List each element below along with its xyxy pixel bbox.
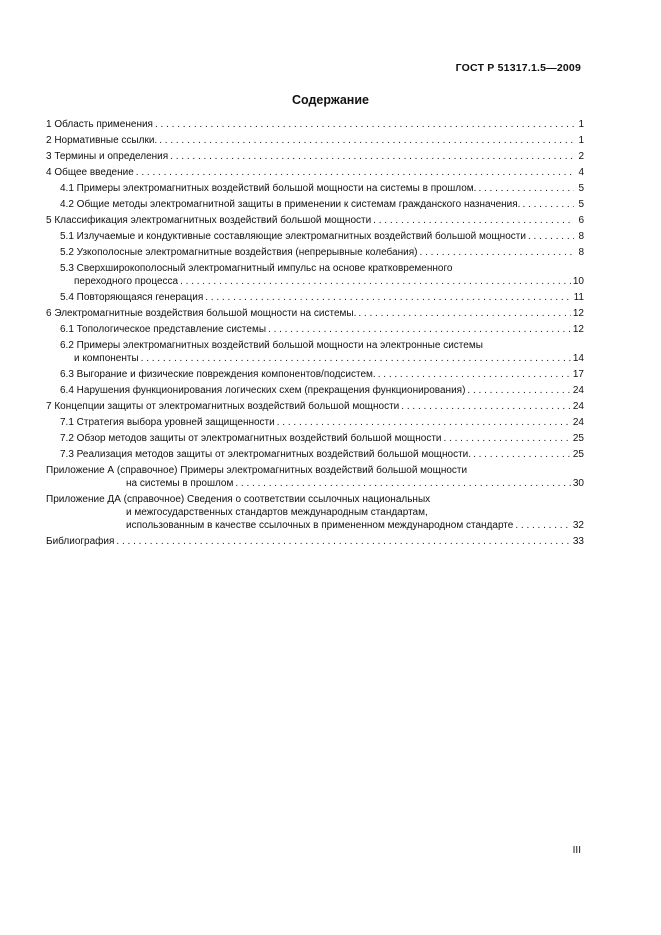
document-code: ГОСТ Р 51317.1.5—2009 <box>455 62 581 74</box>
toc-page-number: 4 <box>578 167 584 178</box>
toc-page-number: 33 <box>572 536 584 547</box>
toc-page-number: 12 <box>572 308 584 319</box>
toc-entry[interactable] <box>60 339 584 365</box>
toc-entry[interactable] <box>46 118 584 131</box>
toc-entry[interactable] <box>60 246 584 259</box>
toc-entry-text: 7.1 Стратегия выбора уровней защищенности <box>60 417 275 428</box>
toc-page-number: 25 <box>572 449 584 460</box>
toc-entry-text: 6.3 Выгорание и физические повреждения компонентов/подсистем. <box>60 369 376 380</box>
toc-entry-text: и межгосударственных стандартов международным стандартам, <box>126 507 428 518</box>
toc-page-number: 24 <box>572 417 584 428</box>
toc-entry[interactable] <box>46 166 584 179</box>
dot-leader <box>401 400 571 413</box>
dot-leader <box>136 166 574 179</box>
toc-page-number: 10 <box>572 276 584 287</box>
toc-entry-text: использованным в качестве ссылочных в примененном международном стандарте <box>126 520 514 531</box>
toc-entry[interactable] <box>60 198 584 211</box>
toc-page-number: 8 <box>578 231 584 242</box>
dot-leader <box>419 246 574 259</box>
toc-page-number: 5 <box>578 199 584 210</box>
toc-entry-text: 6.1 Топологическое представление системы <box>60 324 267 335</box>
dot-leader <box>159 134 574 147</box>
toc-entry[interactable] <box>46 214 584 227</box>
toc-entry[interactable] <box>46 535 584 548</box>
dot-leader <box>205 291 571 304</box>
toc-entry-text: 4.2 Общие методы электромагнитной защиты в применении к системам гражданского назначения. <box>60 199 521 210</box>
toc-entry[interactable] <box>46 150 584 163</box>
toc-page-number: 14 <box>572 353 584 364</box>
toc-entry[interactable] <box>60 230 584 243</box>
toc-entry-text: 6.4 Нарушения функционирования логических схем (прекращения функционирования) <box>60 385 466 396</box>
dot-leader <box>116 535 570 548</box>
toc-page-number: 1 <box>578 135 584 146</box>
toc-entry-text: 4.1 Примеры электромагнитных воздействий большой мощности на системы в прошлом. <box>60 183 477 194</box>
dot-leader <box>522 198 574 211</box>
toc-page-number: 2 <box>578 151 584 162</box>
toc-entry-text: 5 Классификация электромагнитных воздействий большой мощности <box>46 215 372 226</box>
dot-leader <box>515 519 571 532</box>
toc-entry-text: 6.2 Примеры электромагнитных воздействий большой мощности на электронные системы <box>60 340 483 351</box>
toc-page-number: 8 <box>578 247 584 258</box>
dot-leader <box>141 352 571 365</box>
toc-entry-text: 5.4 Повторяющаяся генерация <box>60 292 204 303</box>
toc-entry[interactable] <box>60 384 584 397</box>
dot-leader <box>467 384 570 397</box>
dot-leader <box>444 432 571 445</box>
toc-page-number: 25 <box>572 433 584 444</box>
toc-entry[interactable] <box>46 493 584 532</box>
toc-entry-text: 5.2 Узкополосные электромагнитные воздействия (непрерывные колебания) <box>60 247 418 258</box>
dot-leader <box>170 150 574 163</box>
dot-leader <box>268 323 571 336</box>
toc-entry-text: на системы в прошлом <box>126 478 234 489</box>
toc-entry[interactable] <box>60 416 584 429</box>
toc-entry-text: 3 Термины и определения <box>46 151 169 162</box>
toc-entry-text: Библиография <box>46 536 115 547</box>
dot-leader <box>473 448 571 461</box>
toc-entry-text: 7 Концепции защиты от электромагнитных воздействий большой мощности <box>46 401 400 412</box>
toc-entry-text: Приложение А (справочное) Примеры электромагнитных воздействий большой мощности <box>46 465 468 476</box>
toc-page-number: 17 <box>572 369 584 380</box>
toc-page-number: 30 <box>572 478 584 489</box>
toc-entry-text: переходного процесса <box>74 276 179 287</box>
dot-leader <box>235 477 571 490</box>
dot-leader <box>277 416 571 429</box>
toc-entry[interactable] <box>60 323 584 336</box>
toc-page-number: 1 <box>578 119 584 130</box>
toc-entry-text: 5.3 Сверхширокополосный электромагнитный импульс на основе кратковременного <box>60 263 453 274</box>
dot-leader <box>528 230 574 243</box>
page-title: Содержание <box>291 93 369 107</box>
toc-entry-text: 2 Нормативные ссылки. <box>46 135 158 146</box>
table-of-contents <box>46 118 584 551</box>
toc-entry-text: 7.2 Обзор методов защиты от электромагнитных воздействий большой мощности <box>60 433 442 444</box>
toc-page-number: 5 <box>578 183 584 194</box>
dot-leader <box>180 275 571 288</box>
dot-leader <box>358 307 571 320</box>
toc-page-number: 24 <box>572 385 584 396</box>
toc-page-number: 32 <box>572 520 584 531</box>
toc-entry-text: 1 Область применения <box>46 119 153 130</box>
toc-entry[interactable] <box>60 432 584 445</box>
toc-entry[interactable] <box>60 368 584 381</box>
toc-page-number: 24 <box>572 401 584 412</box>
toc-entry[interactable] <box>60 182 584 195</box>
toc-entry-text: 5.1 Излучаемые и кондуктивные составляющие электромагнитных воздействий большой мощности <box>60 231 526 242</box>
toc-entry-text: 4 Общее введение <box>46 167 134 178</box>
toc-entry-text: и компоненты <box>74 353 139 364</box>
toc-entry-text: Приложение ДА (справочное) Сведения о соответствии ссылочных национальных <box>46 494 431 505</box>
toc-entry[interactable] <box>60 448 584 461</box>
dot-leader <box>478 182 574 195</box>
toc-entry-text: 6 Электромагнитные воздействия большой мощности на системы. <box>46 308 357 319</box>
toc-page-number: 12 <box>572 324 584 335</box>
toc-entry[interactable] <box>46 307 584 320</box>
toc-entry-text: 7.3 Реализация методов защиты от электромагнитных воздействий большой мощности. <box>60 449 472 460</box>
toc-page-number: 6 <box>578 215 584 226</box>
toc-page-number: 11 <box>573 292 584 303</box>
page-number: III <box>572 845 581 856</box>
toc-entry[interactable] <box>46 134 584 147</box>
toc-entry[interactable] <box>60 291 584 304</box>
dot-leader <box>373 214 574 227</box>
toc-entry[interactable] <box>46 464 584 490</box>
dot-leader <box>155 118 574 131</box>
toc-entry[interactable] <box>60 262 584 288</box>
toc-entry[interactable] <box>46 400 584 413</box>
dot-leader <box>378 368 571 381</box>
